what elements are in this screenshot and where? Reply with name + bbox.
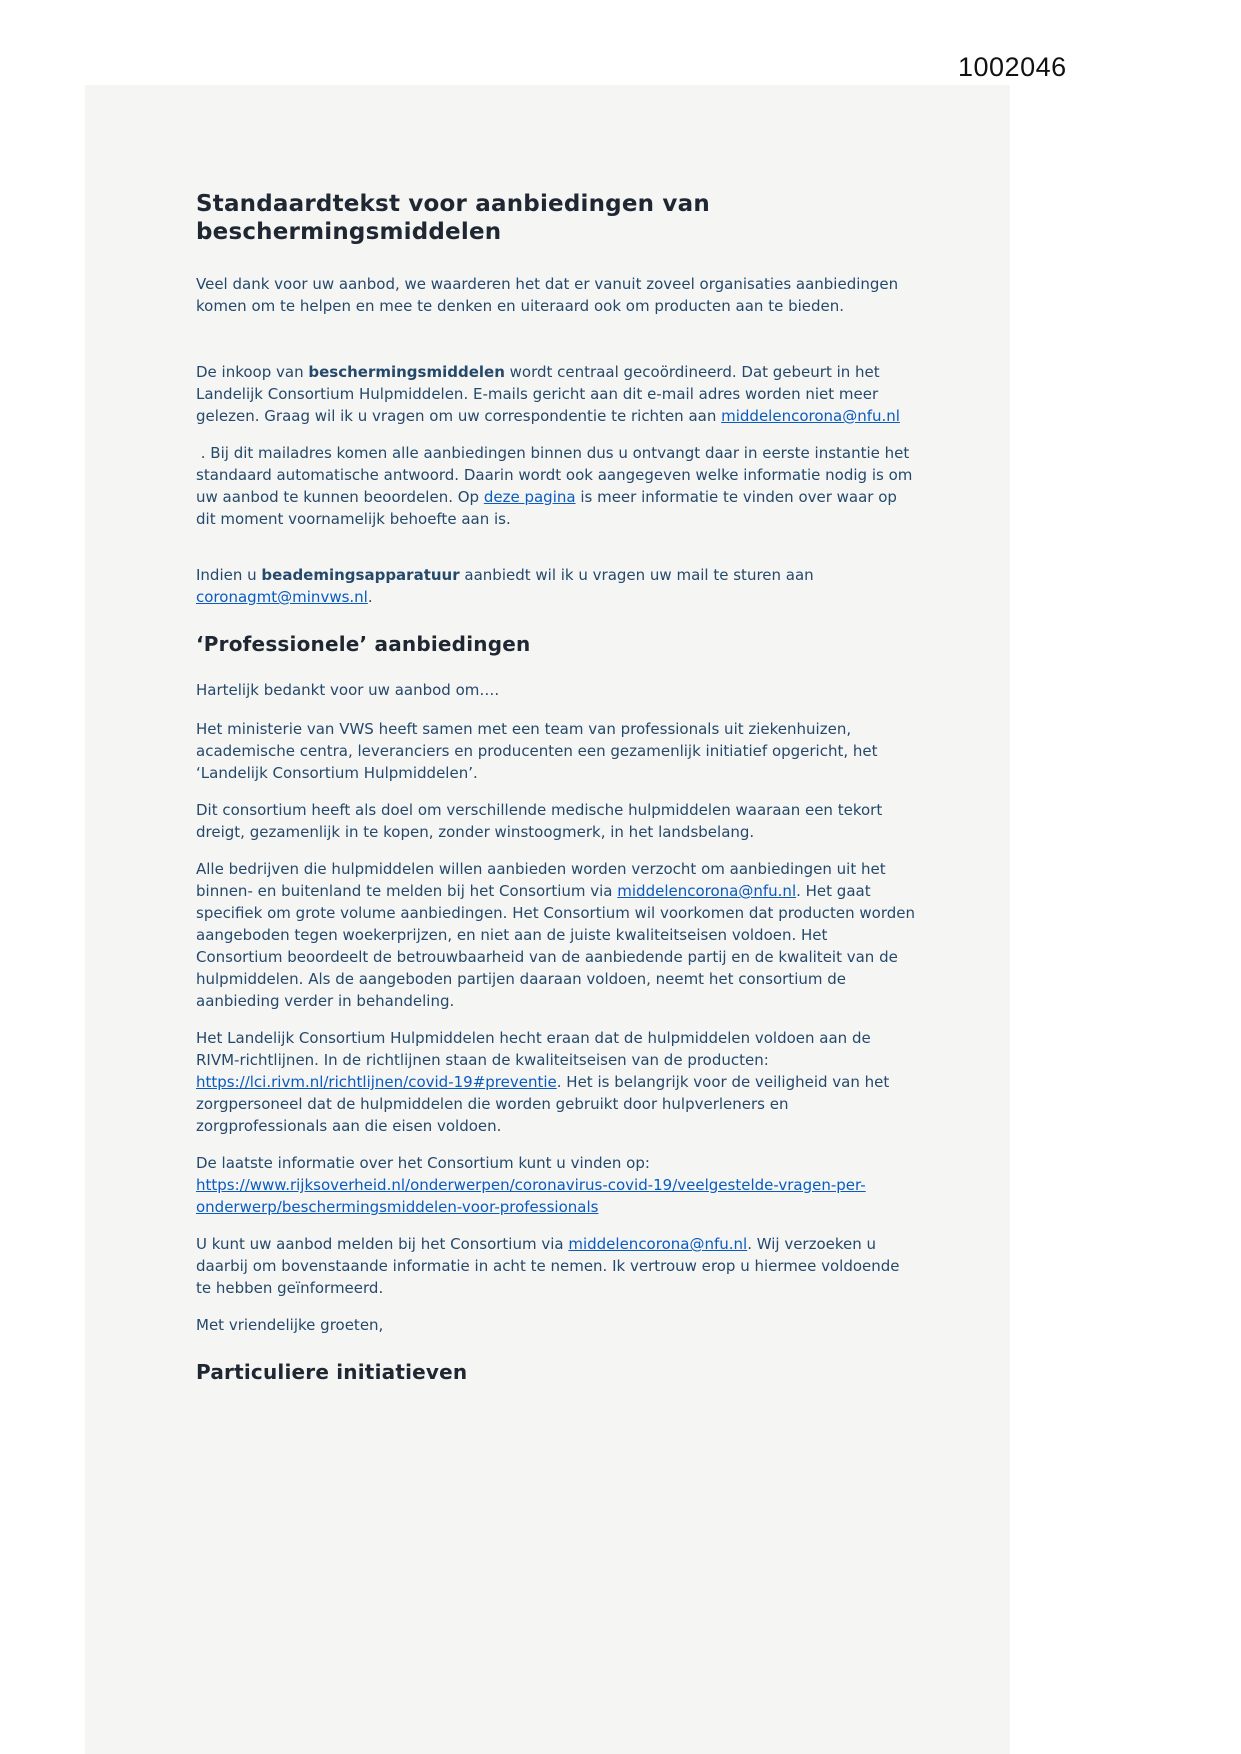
text-run: Het Landelijk Consortium Hulpmiddelen hecht eraan dat de hulpmiddelen voldoen aan de RIVM-richtlijnen. In de richtlijnen staan de kwaliteitseisen van de producten: [196, 1029, 871, 1069]
text-run: De inkoop van [196, 363, 309, 381]
text-run: Alle bedrijven die hulpmiddelen willen aanbieden worden verzocht om aanbiedingen uit het binnen- en buitenland te melden bij het Consortium via [196, 860, 886, 900]
heading-particuliere-initiatieven: Particuliere initiatieven [196, 1360, 468, 1384]
link-rijksoverheid[interactable]: https://www.rijksoverheid.nl/onderwerpen/coronavirus-covid-19/veelgestelde-vragen-per-onderwerp/beschermingsmiddelen-voor-professionals [196, 1176, 866, 1216]
document-title: Standaardtekst voor aanbiedingen van beschermingsmiddelen [196, 191, 710, 245]
text-run: U kunt uw aanbod melden bij het Consortium via [196, 1235, 569, 1253]
text-run: Indien u [196, 566, 262, 584]
document-number: 1002046 [958, 52, 1067, 82]
link-rivm-richtlijnen[interactable]: https://lci.rivm.nl/richtlijnen/covid-19#preventie [196, 1073, 557, 1091]
text-run: . Wij verzoeken u daarbij om bovenstaande informatie in acht te nemen. Ik vertrouw erop u hiermee voldoende te hebben geïnformeerd. [196, 1235, 900, 1297]
text-run: . [367, 588, 373, 606]
text-run: aanbiedt wil ik u vragen uw mail te sturen aan [459, 566, 814, 584]
link-middelencorona-email-3[interactable]: middelencorona@nfu.nl [568, 1235, 748, 1253]
link-middelencorona-email[interactable]: middelencorona@nfu.nl [721, 407, 900, 425]
paragraph-mailadres [196, 442, 918, 530]
heading-professionele-aanbiedingen: ‘Professionele’ aanbiedingen [196, 632, 531, 656]
paragraph-doel [196, 799, 918, 843]
paragraph-inkoop [196, 361, 918, 427]
paragraph-groeten [196, 1314, 918, 1336]
text-run: Hartelijk bedankt voor uw aanbod om…. [196, 681, 500, 699]
paragraph-bedrijven [196, 858, 918, 1012]
text-run: . Het is belangrijk voor de veiligheid van het zorgpersoneel dat de hulpmiddelen die worden gebruikt door hulpverleners en zorgprofessionals aan die eisen voldoen. [196, 1073, 890, 1135]
text-run: Veel dank voor uw aanbod, we waarderen het dat er vanuit zoveel organisaties aanbiedingen komen om te helpen en mee te denken en uiteraard ook om producten aan te bieden. [196, 275, 899, 315]
paragraph-beademing [196, 564, 918, 608]
text-run: Met vriendelijke groeten, [196, 1316, 384, 1334]
text-run: Het ministerie van VWS heeft samen met een team van professionals uit ziekenhuizen, academische centra, leveranciers en producenten een gezamenlijk initiatief opgericht, het ‘Landelijk Consortium Hulpmiddelen’. [196, 720, 878, 782]
text-run: . Bij dit mailadres komen alle aanbiedingen binnen dus u ontvangt daar in eerste instantie het standaard automatische antwoord. Daarin wordt ook aangegeven welke informatie nodig is om uw aanbod te kunnen beoordelen. Op [196, 444, 913, 506]
text-run: Dit consortium heeft als doel om verschillende medische hulpmiddelen waaraan een tekort dreigt, gezamenlijk in te kopen, zonder winstoogmerk, in het landsbelang. [196, 801, 883, 841]
text-run: wordt centraal gecoördineerd. Dat gebeurt in het Landelijk Consortium Hulpmiddelen. E-mails gericht aan dit e-mail adres worden niet meer gelezen. Graag wil ik u vragen om uw correspondentie te richten aan [196, 363, 880, 425]
text-run: De laatste informatie over het Consortium kunt u vinden op: [196, 1154, 650, 1172]
link-middelencorona-email-2[interactable]: middelencorona@nfu.nl [617, 882, 797, 900]
paragraph-rivm-richtlijnen [196, 1027, 918, 1137]
paragraph-thanks [196, 273, 918, 317]
text-run: . Het gaat specifiek om grote volume aanbiedingen. Het Consortium wil voorkomen dat producten worden aangeboden tegen woekerprijzen, en niet aan de juiste kwaliteitseisen voldoen. Het Consortium beoordeelt de betrouwbaarheid van de aanbiedende partij en de kwaliteit van de hulpmiddelen. Als de aangeboden partijen daaraan voldoen, neemt het consortium de aanbieding verder in behandeling. [196, 882, 916, 1010]
bold-beschermingsmiddelen: beschermingsmiddelen [308, 363, 505, 381]
paragraph-aanbod-melden [196, 1233, 918, 1299]
paragraph-bedankt [196, 679, 918, 701]
link-deze-pagina[interactable]: deze pagina [483, 488, 576, 506]
text-run: is meer informatie te vinden over waar op dit moment voornamelijk behoefte aan is. [196, 488, 897, 528]
paragraph-laatste-informatie [196, 1152, 918, 1218]
paragraph-ministerie [196, 718, 918, 784]
bold-beademingsapparatuur: beademingsapparatuur [261, 566, 460, 584]
link-coronagmt-email[interactable]: coronagmt@minvws.nl [196, 588, 368, 606]
document-content [196, 190, 918, 1407]
